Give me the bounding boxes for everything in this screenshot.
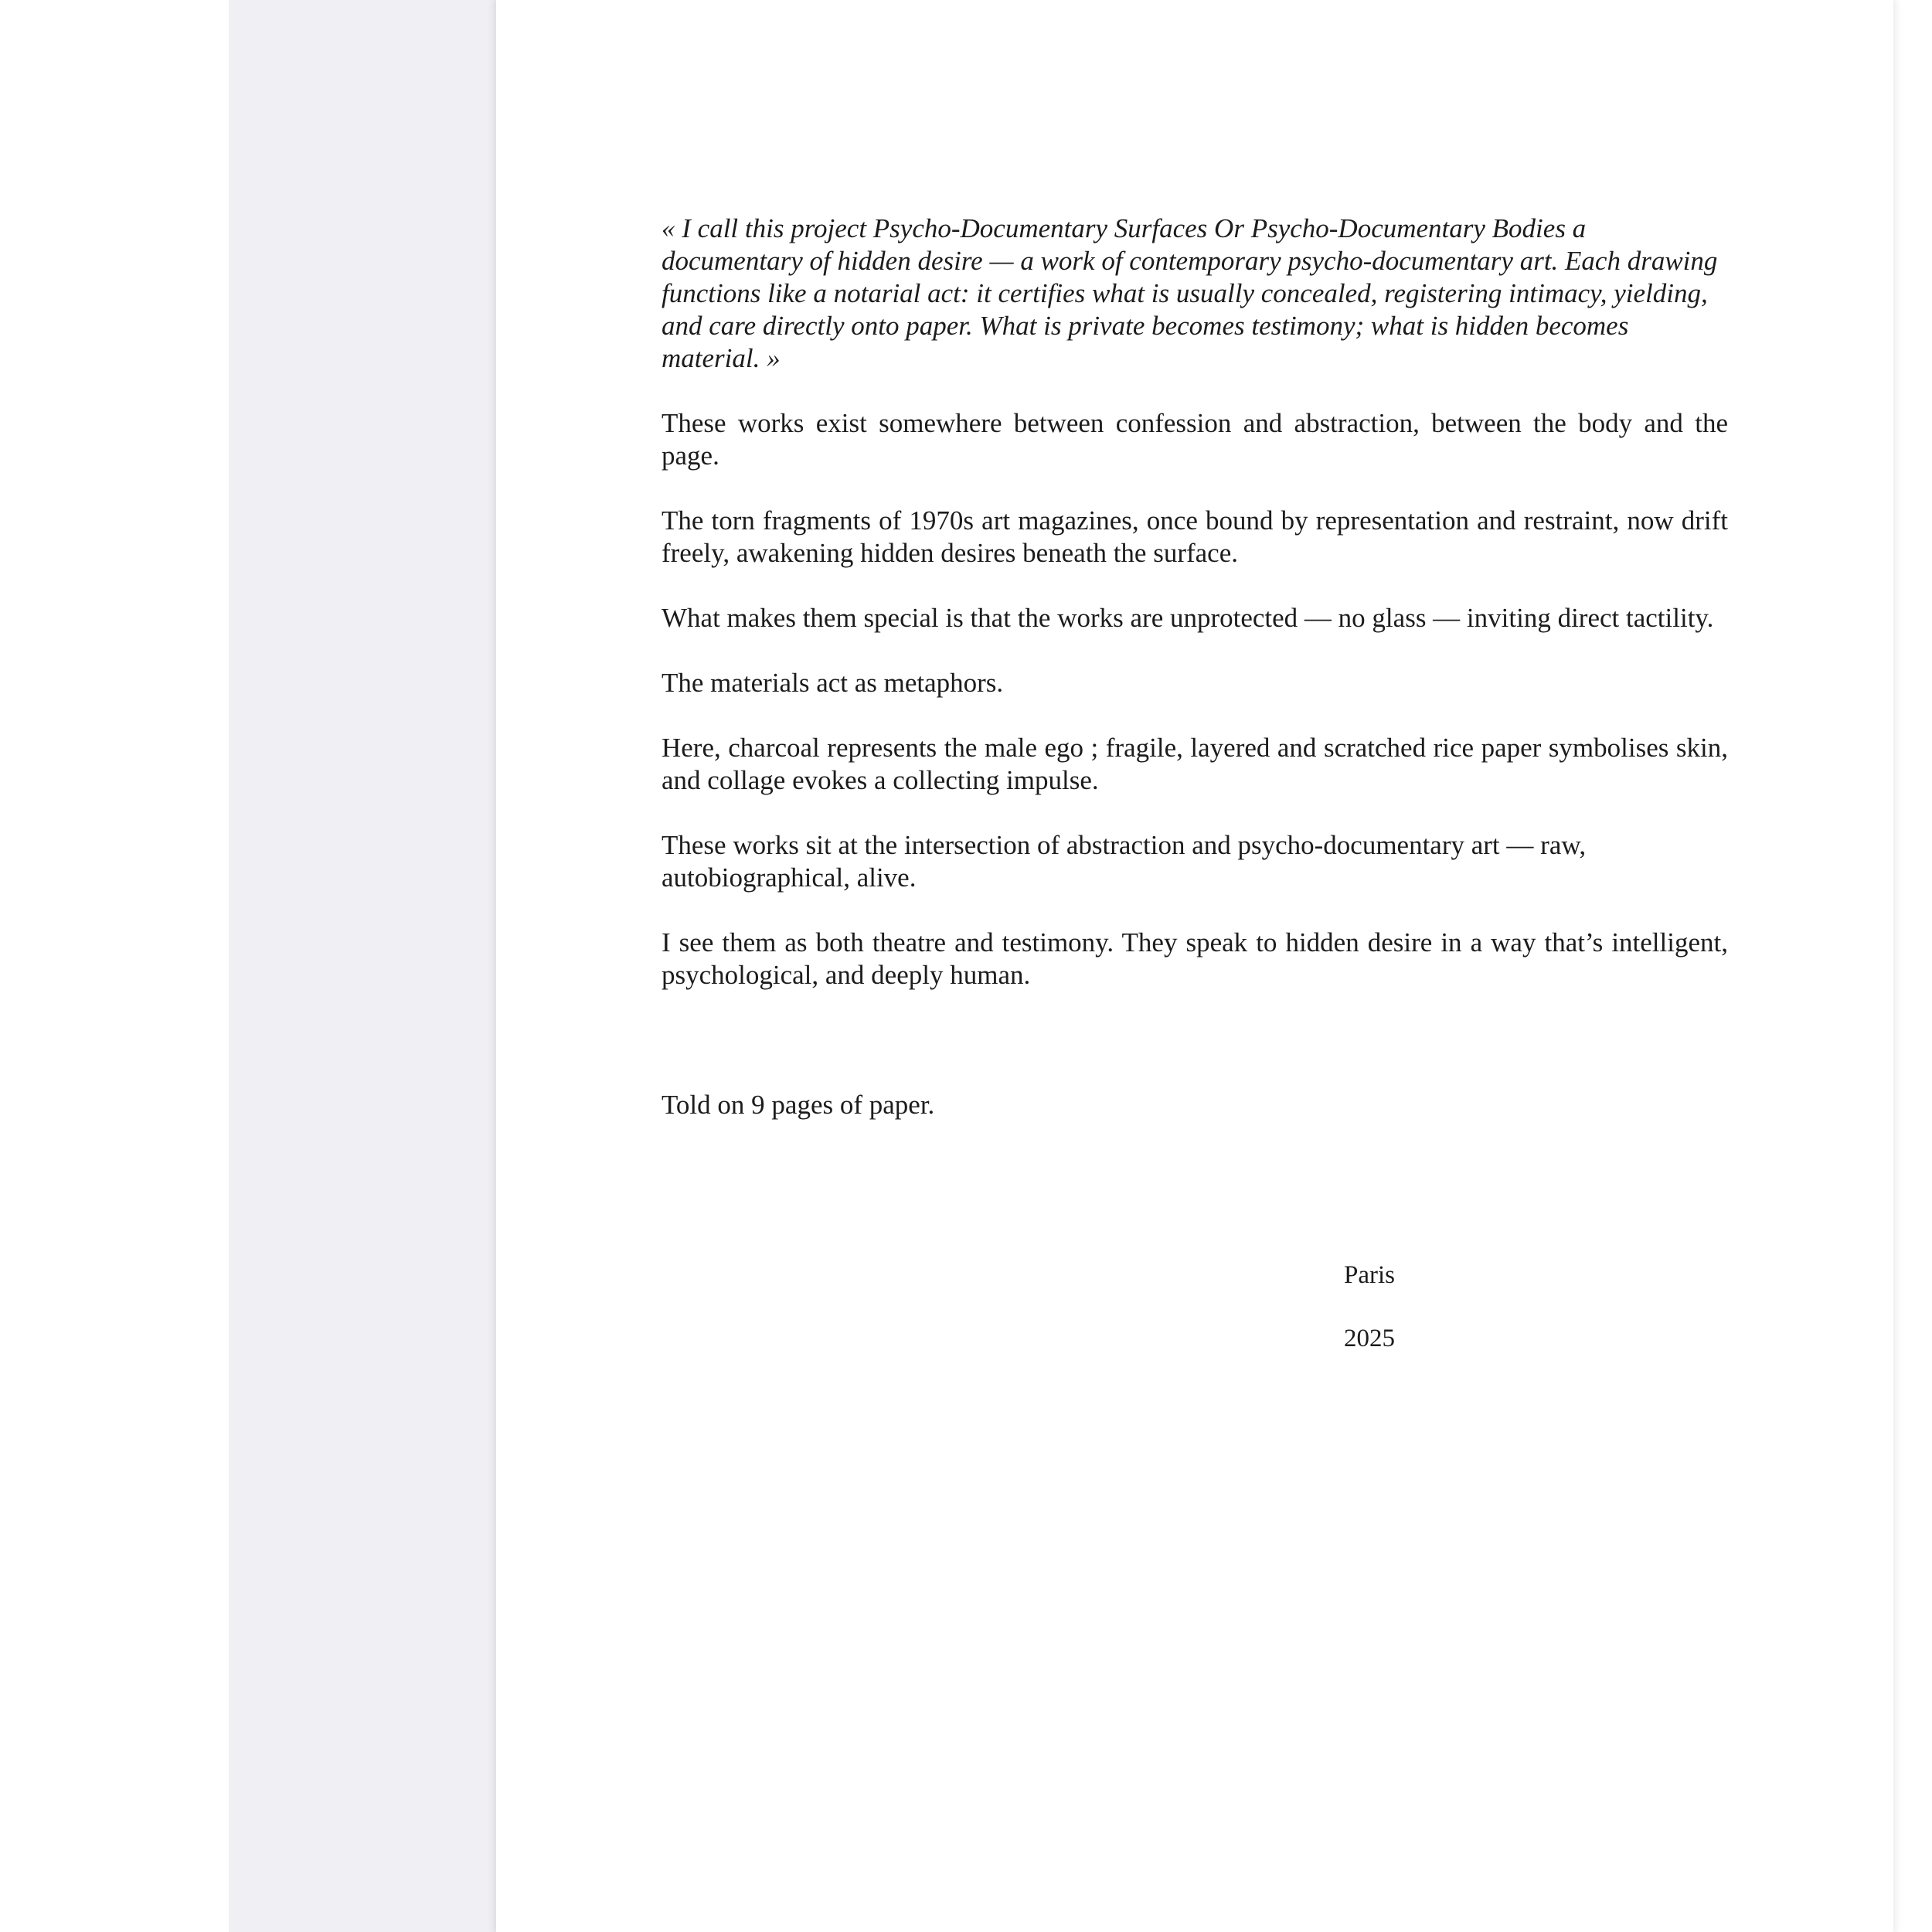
paragraph-materials: Here, charcoal represents the male ego ; fragile, layered and scratched rice paper symbolises skin, and collage evokes a collecting impulse. bbox=[662, 733, 1728, 795]
paragraph-testimony: I see them as both theatre and testimony. They speak to hidden desire in a way that’s intelligent, psychological, and deeply human. bbox=[662, 927, 1728, 990]
paragraph-intersection: These works sit at the intersection of abstraction and psycho-documentary art — raw, autobiographical, alive. bbox=[662, 830, 1587, 893]
closing-line: Told on 9 pages of paper. bbox=[662, 1090, 935, 1120]
year: 2025 bbox=[1344, 1325, 1395, 1352]
spacer bbox=[662, 1024, 1728, 1089]
paragraph-unprotected: What makes them special is that the works are unprotected — no glass — inviting direct tactility. bbox=[662, 603, 1714, 633]
document-page bbox=[496, 0, 1893, 1932]
document-viewer[interactable] bbox=[229, 0, 1728, 1932]
paragraph-metaphors: The materials act as metaphors. bbox=[662, 668, 1004, 698]
page-content bbox=[662, 213, 1728, 1121]
paragraph-confession: These works exist somewhere between confession and abstraction, between the body and the page. bbox=[662, 408, 1728, 471]
place-name: Paris bbox=[1344, 1261, 1395, 1289]
intro-quote: « I call this project Psycho-Documentary Surfaces Or Psycho-Documentary Bodies a documentary of hidden desire — a work of contemporary psycho-documentary art. Each drawing functions like a notarial act: it certifies what is usually concealed, registering intimacy, yielding, and care directly onto paper. What is private becomes testimony; what is hidden becomes material. » bbox=[662, 213, 1718, 373]
paragraph-fragments: The torn fragments of 1970s art magazines, once bound by representation and restraint, now drift freely, awakening hidden desires beneath the surface. bbox=[662, 505, 1728, 568]
